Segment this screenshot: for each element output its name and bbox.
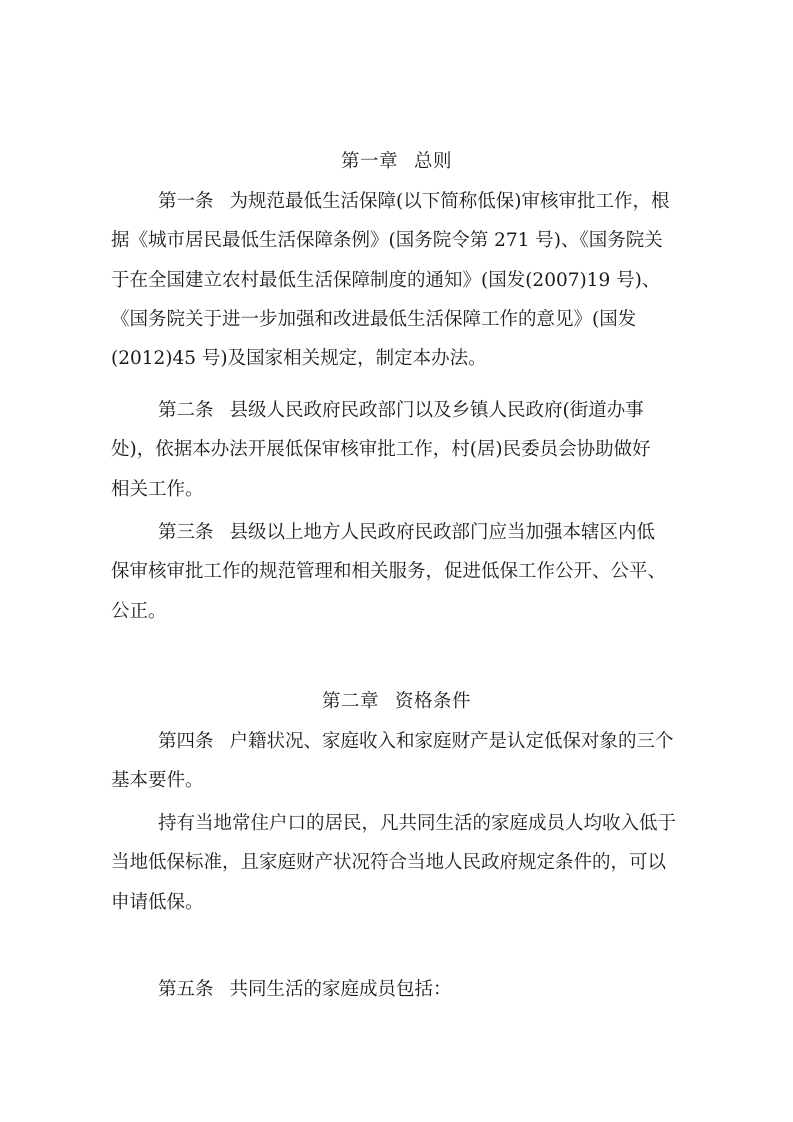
chapter-number: 第一章 (340, 151, 398, 172)
article-label: 第二条 (158, 400, 214, 421)
article-text: 县级人民政府民政部门以及乡镇人民政府(街道办事 (229, 400, 644, 421)
article-1-line-3: 于在全国建立农村最低生活保障制度的通知》(国发(2007)19 号)、 (111, 270, 661, 291)
article-1-line-4: 《国务院关于进一步加强和改进最低生活保障工作的意见》(国发 (111, 309, 637, 330)
article-text: 为规范最低生活保障(以下简称低保)审核审批工作，根 (229, 191, 670, 212)
article-5-line-1 (158, 978, 452, 1002)
article-text: 县级以上地方人民政府民政部门应当加强本辖区内低 (229, 522, 656, 543)
article-4-line-1 (158, 730, 674, 754)
chapter-title: 资格条件 (395, 691, 472, 712)
article-3-line-1 (158, 521, 655, 545)
article-label: 第五条 (158, 979, 214, 1000)
article-2-line-1 (158, 399, 644, 423)
article-2-line-2: 处)，依据本办法开展低保审核审批工作，村(居)民委员会协助做好 (111, 439, 651, 460)
article-4-line-2: 基本要件。 (111, 770, 204, 791)
article-1-line-5: (2012)45 号)及国家相关规定，制定本办法。 (111, 348, 487, 369)
article-label: 第四条 (158, 731, 214, 752)
article-3-line-2: 保审核审批工作的规范管理和相关服务，促进低保工作公开、公平、 (111, 561, 667, 582)
article-1-line-1 (158, 190, 669, 214)
chapter-title: 总则 (414, 151, 453, 172)
article-text: 户籍状况、家庭收入和家庭财产是认定低保对象的三个 (229, 731, 674, 752)
article-3-line-3: 公正。 (111, 601, 167, 622)
chapter-heading (0, 147, 793, 173)
paragraph-resident-line-3: 申请低保。 (111, 892, 204, 913)
paragraph-resident-line-1: 持有当地常住户口的居民，凡共同生活的家庭成员人均收入低于 (158, 813, 677, 834)
article-label: 第一条 (158, 191, 214, 212)
chapter-number: 第二章 (321, 691, 379, 712)
chapter-heading (0, 687, 793, 713)
article-2-line-3: 相关工作。 (111, 479, 204, 500)
paragraph-resident-line-2: 当地低保标准，且家庭财产状况符合当地人民政府规定条件的，可以 (111, 852, 667, 873)
article-label: 第三条 (158, 522, 214, 543)
article-1-line-2: 据《城市居民最低生活保障条例》(国务院令第 271 号)、《国务院关 (111, 230, 663, 251)
article-text: 共同生活的家庭成员包括： (229, 979, 452, 1000)
